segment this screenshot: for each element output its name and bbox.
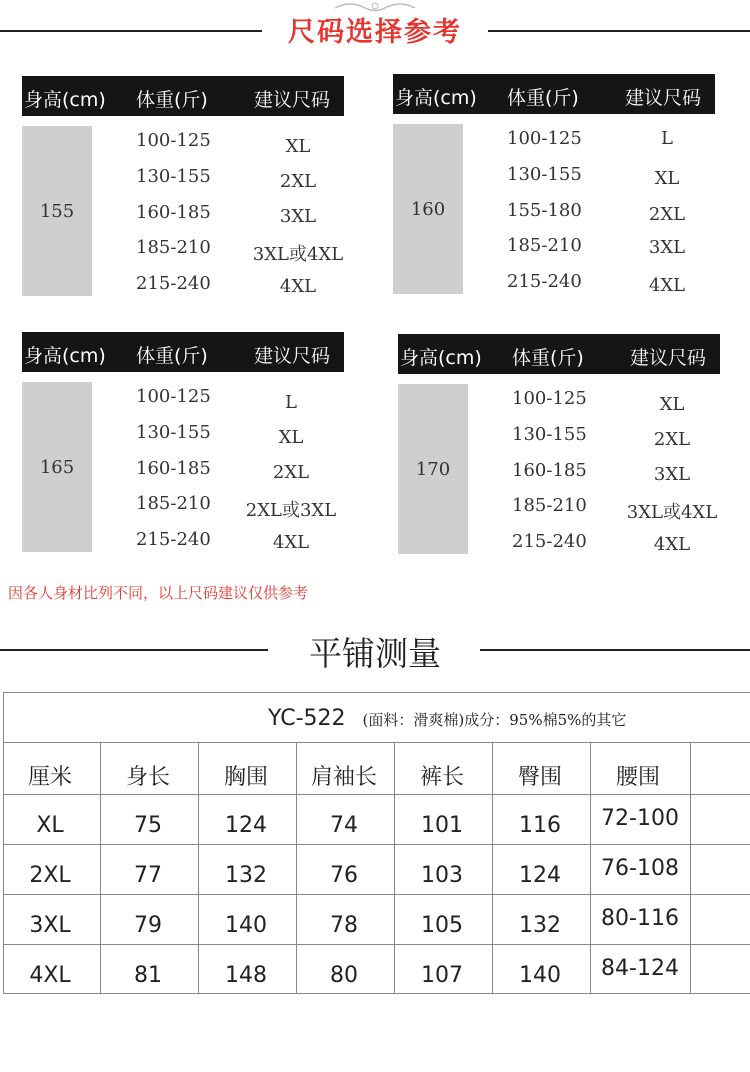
header-size: 建议尺码 — [630, 347, 707, 369]
cell-value: 132 — [519, 913, 561, 938]
table-header — [398, 334, 720, 374]
cell-value: 80-116 — [601, 906, 679, 931]
table-header — [22, 332, 344, 372]
weight-range: 185-210 — [136, 493, 211, 514]
header-weight: 体重(斤) — [507, 87, 579, 109]
cell-value: 116 — [519, 813, 561, 838]
weight-range: 160-185 — [136, 202, 211, 223]
fabric-note: (面料：滑爽棉)成分：95%棉5%的其它 — [362, 711, 627, 729]
page-title: 尺码选择参考 — [288, 17, 462, 48]
suggested-size: L — [285, 392, 297, 413]
header-size: 建议尺码 — [625, 87, 702, 109]
section-title: 平铺测量 — [309, 634, 441, 673]
height-cell: 155 — [22, 126, 92, 296]
cell-value: 124 — [519, 863, 561, 888]
weight-range: 155-180 — [507, 200, 582, 221]
title-rule-right — [488, 30, 750, 32]
header-weight: 体重(斤) — [512, 347, 584, 369]
cell-value: 80 — [330, 963, 358, 988]
cell-value: 79 — [134, 913, 162, 938]
size-label: XL — [36, 813, 64, 838]
header-height: 身高(cm) — [395, 87, 477, 109]
suggested-size: 3XL或4XL — [626, 502, 718, 523]
suggested-size: 4XL — [648, 275, 686, 296]
cell-value: 75 — [134, 813, 162, 838]
cell-value: 84-124 — [601, 956, 679, 981]
weight-range: 185-210 — [512, 495, 587, 516]
cell-value: 81 — [134, 963, 162, 988]
cell-value: 105 — [421, 913, 463, 938]
row-divider — [3, 794, 750, 795]
weight-range: 100-125 — [136, 130, 211, 151]
suggested-size: 2XL — [648, 204, 686, 225]
suggested-size: 3XL — [279, 206, 317, 227]
weight-range: 185-210 — [507, 235, 582, 256]
measurement-table — [3, 692, 750, 994]
cell-value: 76-108 — [601, 856, 679, 881]
suggested-size: 2XL — [272, 462, 310, 483]
suggested-size: 2XL — [653, 429, 691, 450]
title-rule-left — [0, 30, 262, 32]
suggested-size: 4XL — [272, 532, 310, 553]
suggested-size: 3XL或4XL — [252, 244, 344, 265]
suggested-size: 3XL — [648, 237, 686, 258]
weight-range: 215-240 — [136, 273, 211, 294]
header-size: 建议尺码 — [254, 345, 331, 367]
suggested-size: L — [661, 128, 673, 149]
col-header: 裤长 — [419, 765, 464, 790]
height-cell: 160 — [393, 124, 463, 294]
cell-value: 76 — [330, 863, 358, 888]
row-divider — [3, 894, 750, 895]
suggested-size: 4XL — [653, 534, 691, 555]
row-divider — [3, 844, 750, 845]
suggested-size: 2XL — [279, 171, 317, 192]
col-header: 臀围 — [517, 765, 562, 790]
height-cell: 170 — [398, 384, 468, 554]
cell-value: 72-100 — [601, 806, 679, 831]
disclaimer-note: 因各人身材比列不同，以上尺码建议仅供参考 — [8, 584, 309, 602]
weight-range: 130-155 — [136, 166, 211, 187]
suggested-size: 3XL — [653, 464, 691, 485]
col-header: 身长 — [125, 765, 170, 790]
weight-range: 130-155 — [512, 424, 587, 445]
header-weight: 体重(斤) — [136, 345, 208, 367]
cell-value: 148 — [225, 963, 267, 988]
suggested-size: XL — [278, 427, 304, 448]
col-divider — [690, 742, 691, 994]
suggested-size: XL — [659, 394, 685, 415]
weight-range: 215-240 — [136, 529, 211, 550]
row-divider — [3, 742, 750, 743]
cell-value: 132 — [225, 863, 267, 888]
weight-range: 100-125 — [507, 128, 582, 149]
table-caption — [268, 706, 626, 731]
section-rule-left — [0, 649, 268, 651]
col-header: 厘米 — [27, 765, 72, 790]
cell-value: 101 — [421, 813, 463, 838]
suggested-size: 4XL — [279, 276, 317, 297]
header-height: 身高(cm) — [24, 89, 106, 111]
section-rule-right — [480, 649, 750, 651]
suggested-size: XL — [285, 136, 311, 157]
cell-value: 74 — [330, 813, 358, 838]
header-height: 身高(cm) — [24, 345, 106, 367]
weight-range: 185-210 — [136, 237, 211, 258]
weight-range: 100-125 — [512, 388, 587, 409]
weight-range: 130-155 — [136, 422, 211, 443]
col-header: 胸围 — [223, 765, 268, 790]
weight-range: 130-155 — [507, 164, 582, 185]
header-weight: 体重(斤) — [136, 89, 208, 111]
weight-range: 160-185 — [512, 460, 587, 481]
suggested-size: 2XL或3XL — [245, 500, 337, 521]
header-height: 身高(cm) — [400, 347, 482, 369]
size-label: 2XL — [29, 863, 71, 888]
weight-range: 215-240 — [507, 271, 582, 292]
weight-range: 215-240 — [512, 531, 587, 552]
cell-value: 103 — [421, 863, 463, 888]
cell-value: 77 — [134, 863, 162, 888]
height-cell: 165 — [22, 382, 92, 552]
weight-range: 100-125 — [136, 386, 211, 407]
header-size: 建议尺码 — [254, 89, 331, 111]
cell-value: 124 — [225, 813, 267, 838]
cell-value: 140 — [519, 963, 561, 988]
cell-value: 78 — [330, 913, 358, 938]
model-code: YC-522 — [268, 706, 346, 731]
cell-value: 107 — [421, 963, 463, 988]
cell-value: 140 — [225, 913, 267, 938]
size-label: 4XL — [29, 963, 71, 988]
table-header — [393, 74, 715, 114]
col-header: 腰围 — [615, 765, 660, 790]
size-label: 3XL — [29, 913, 71, 938]
weight-range: 160-185 — [136, 458, 211, 479]
table-header — [22, 76, 344, 116]
row-divider — [3, 944, 750, 945]
suggested-size: XL — [654, 168, 680, 189]
col-header: 肩袖长 — [310, 765, 377, 790]
